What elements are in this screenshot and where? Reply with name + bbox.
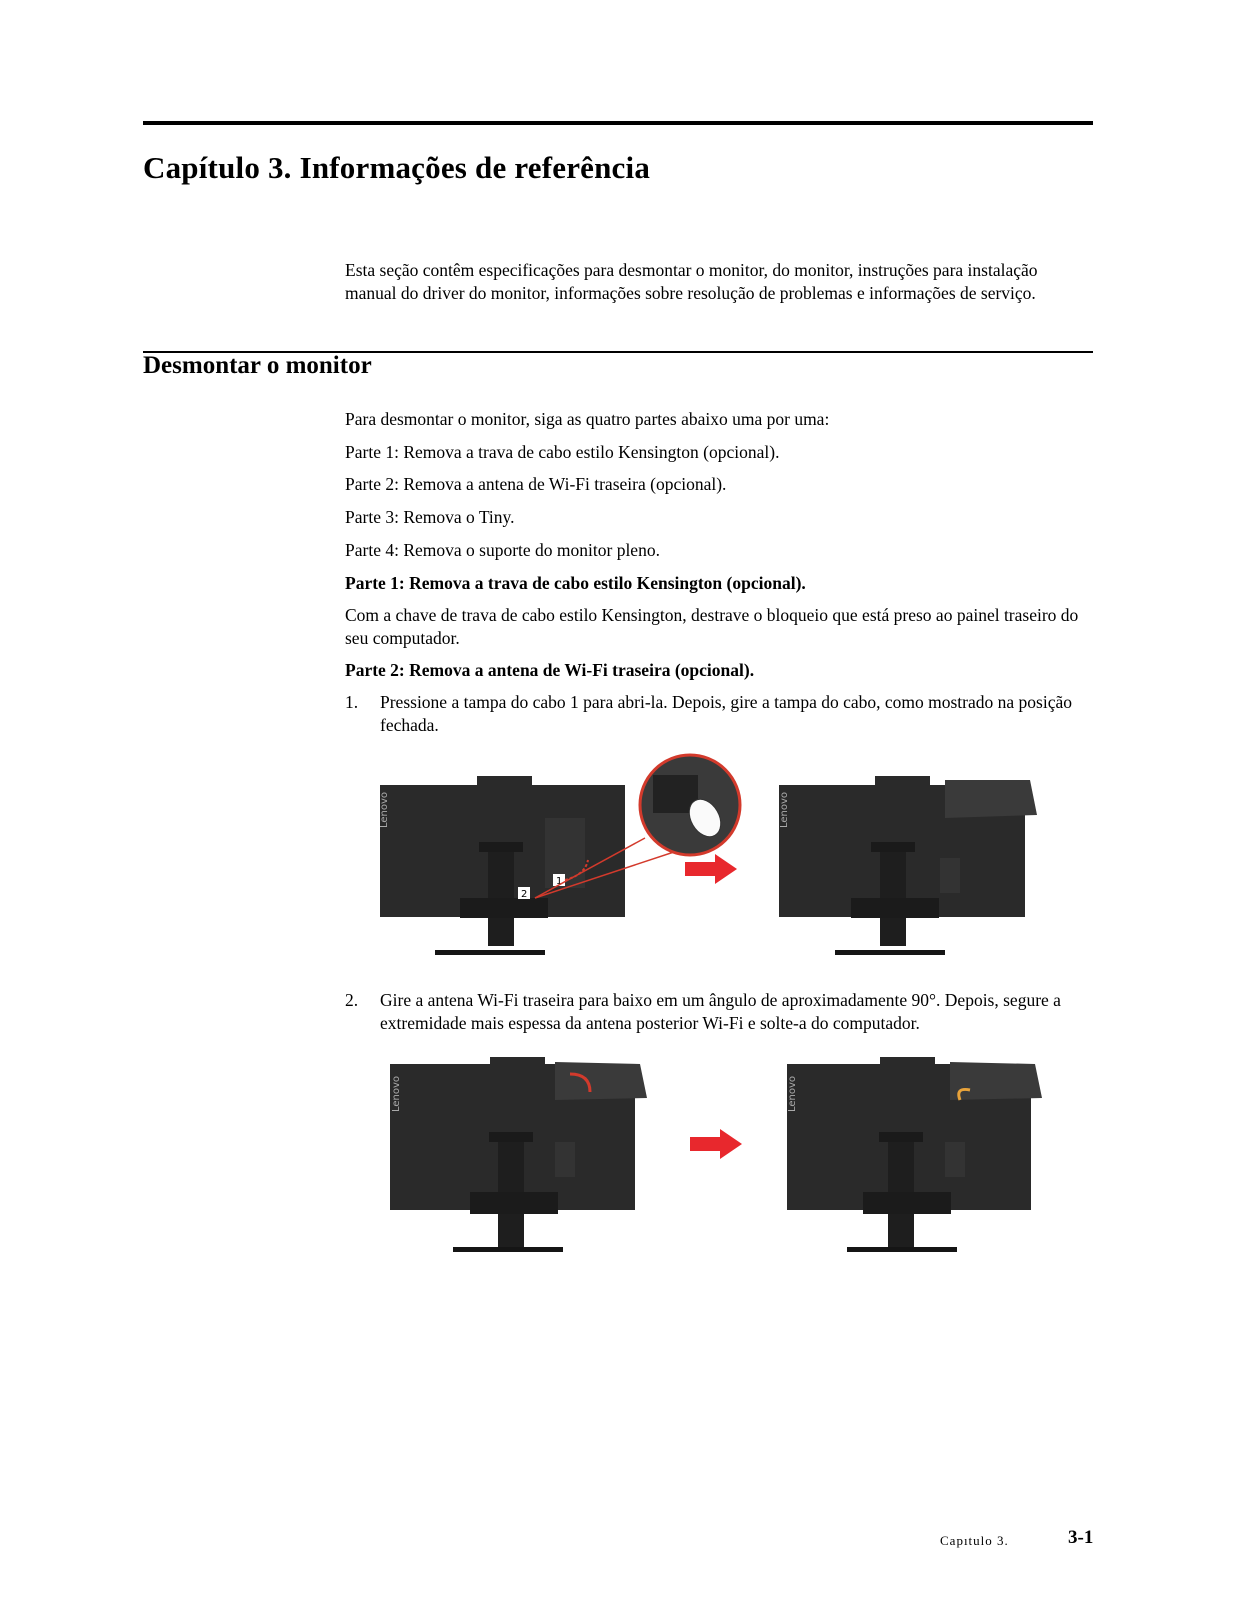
footer-page-number: 3-1	[1068, 1527, 1094, 1548]
part1-text: Com a chave de trava de cabo estilo Kensington, destrave o bloqueio que está preso ao painel traseiro do seu computador.	[345, 605, 1079, 648]
brand-label: Lenovo	[779, 791, 790, 828]
paragraph-intro-steps: Para desmontar o monitor, siga as quatro partes abaixo uma por uma:	[345, 409, 830, 429]
paragraph-part-2: Parte 2: Remova a antena de Wi-Fi traseira (opcional).	[345, 474, 727, 494]
paragraph-part-3: Parte 3: Remova o Tiny.	[345, 507, 515, 527]
part2-heading: Parte 2: Remova a antena de Wi-Fi traseira (opcional).	[345, 660, 755, 680]
monitor-before-illustration	[390, 1057, 647, 1252]
step-number: 1.	[345, 692, 359, 712]
callout-1: 1	[556, 876, 563, 887]
step-number: 2.	[345, 990, 359, 1010]
monitor-before-illustration	[379, 776, 680, 955]
top-rule	[143, 121, 1093, 125]
monitor-after-illustration	[779, 776, 1037, 955]
red-arrow-2	[690, 1129, 742, 1159]
chapter-title: Capítulo 3. Informações de referência	[143, 150, 651, 185]
paragraph-part-4: Parte 4: Remova o suporte do monitor pleno.	[345, 540, 660, 560]
section-title: Desmontar o monitor	[143, 352, 372, 379]
callout-2: 2	[521, 889, 528, 900]
brand-label: Lenovo	[787, 1075, 798, 1112]
figure-step-1	[375, 750, 1050, 965]
footer-chapter-label: Capıtulo 3.	[940, 1533, 1009, 1548]
step-text: Gire a antena Wi-Fi traseira para baixo em um ângulo de aproximadamente 90°. Depois, segure a extremidade mais espessa da antena posterior Wi-Fi e solte-a do computador.	[380, 990, 1061, 1033]
brand-label: Lenovo	[379, 791, 390, 828]
red-arrow-1	[685, 854, 737, 884]
step-text: Pressione a tampa do cabo 1 para abri-la. Depois, gire a tampa do cabo, como mostrado na posição fechada.	[380, 692, 1072, 735]
part1-heading: Parte 1: Remova a trava de cabo estilo Kensington (opcional).	[345, 573, 806, 593]
intro-paragraph: Esta seção contêm especificações para desmontar o monitor, do monitor, instruções para instalação manual do driver do monitor, informações sobre resolução de problemas e informações de serviço.	[345, 260, 1038, 303]
zoom-callout-circle	[640, 755, 740, 855]
figure-step-2	[385, 1052, 1060, 1267]
monitor-after-illustration	[787, 1057, 1042, 1252]
paragraph-part-1: Parte 1: Remova a trava de cabo estilo Kensington (opcional).	[345, 442, 780, 462]
brand-label: Lenovo	[391, 1075, 402, 1112]
